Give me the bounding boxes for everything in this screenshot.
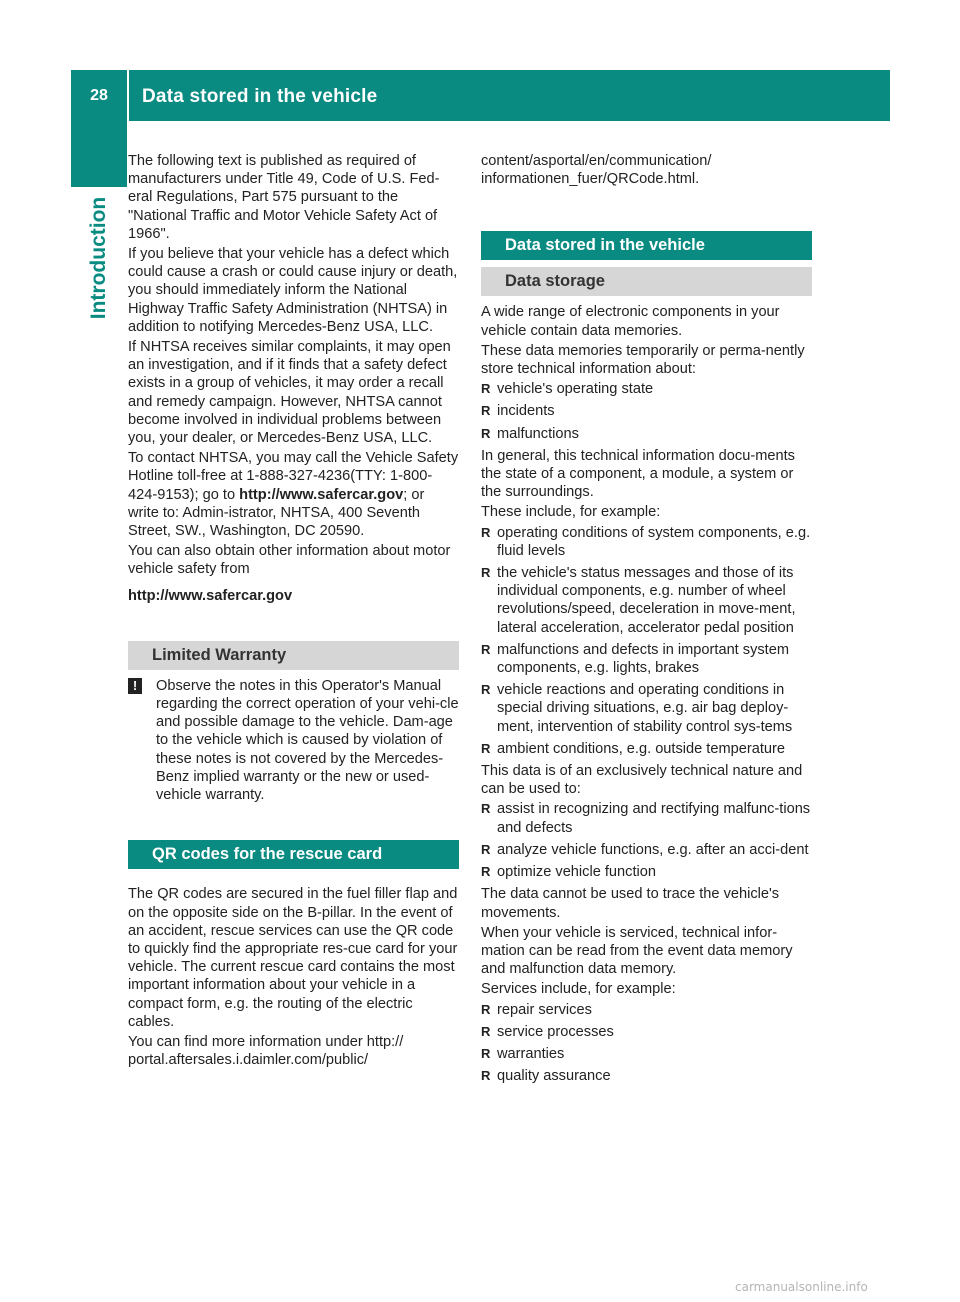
section-heading-limited-warranty: Limited Warranty: [128, 641, 459, 670]
paragraph: [128, 587, 459, 605]
paragraph: The data cannot be used to trace the vehicle's movements.: [481, 886, 780, 921]
paragraph: If you believe that your vehicle has a defect which could cause a crash or could cause injury or death, you should immediately inform the National Highway Traffic Safety Administration (NHTSA) in addition to notifying Mercedes-Benz USA, LLC.: [128, 246, 458, 335]
paragraph: These data memories temporarily or perma-nently store technical information about:: [481, 342, 805, 378]
list-item: R malfunctions: [481, 425, 812, 443]
right-column: [481, 152, 812, 1089]
paragraph: A wide range of electronic components in your vehicle contain data memories.: [481, 304, 780, 339]
bullet-list: [481, 800, 812, 881]
paragraph: The following text is published as required of manufacturers under Title 49, Code of U.S. Fed-eral Regulations, Part 575 pursuant to the "National Traffic and Motor Vehicle Safety Act of 1966".: [128, 153, 440, 242]
left-column: [128, 152, 459, 1071]
text: To contact NHTSA, you may call the Vehicle Safety Hotline toll-free at 1-888-327-4236(TTY: 1-800-424-9153); go to: [128, 450, 459, 503]
side-tab-block: [71, 121, 127, 187]
paragraph: content/asportal/en/communication/ informationen_fuer/QRCode.html.: [481, 153, 712, 188]
page-header: [71, 70, 890, 121]
watermark: carmanualsonline.info: [735, 1280, 868, 1294]
list-item: R warranties: [481, 1045, 812, 1063]
safercar-link[interactable]: http://www.safercar.gov: [239, 486, 404, 503]
list-item: R the vehicle's status messages and those of its individual components, e.g. number of wheel revolutions/speed, deceleration in move-ment, lateral acceleration, accelerator pedal position: [481, 564, 812, 637]
list-item: R optimize vehicle function: [481, 863, 812, 881]
paragraph: You can find more information under http:// portal.aftersales.i.daimler.com/public/: [128, 1033, 404, 1069]
header-divider: [127, 70, 129, 121]
list-item: R analyze vehicle functions, e.g. after an acci-dent: [481, 841, 812, 859]
section-heading-data-stored: Data stored in the vehicle: [481, 231, 812, 260]
safercar-link[interactable]: http://www.safercar.gov: [128, 587, 293, 604]
page-title: Data stored in the vehicle: [142, 86, 378, 107]
side-section-label: Introduction: [87, 196, 110, 320]
list-item: R repair services: [481, 1001, 812, 1019]
list-item: R assist in recognizing and rectifying malfunc-tions and defects: [481, 800, 812, 836]
bullet-list: [481, 524, 812, 758]
list-item: R ambient conditions, e.g. outside temperature: [481, 740, 812, 758]
paragraph: When your vehicle is serviced, technical infor-mation can be read from the event data memory and malfunction data memory.: [481, 924, 793, 978]
paragraph: This data is of an exclusively technical nature and can be used to:: [481, 763, 803, 798]
paragraph: The QR codes are secured in the fuel filler flap and on the opposite side on the B-pillar. In the event of an accident, rescue services can use the QR code to quickly find the appropriate res-cue card for your vehicle. The current rescue card contains the most important information about your vehicle in a compact form, e.g. the routing of the electric cables.: [128, 886, 458, 1030]
paragraph: In general, this technical information docu-ments the state of a component, a module, a system or the surroundings.: [481, 447, 795, 501]
list-item: R malfunctions and defects in important system components, e.g. lights, brakes: [481, 641, 812, 677]
paragraph: Services include, for example:: [481, 981, 676, 998]
list-item: R quality assurance: [481, 1067, 812, 1085]
bullet-list: [481, 1001, 812, 1086]
list-item: R service processes: [481, 1023, 812, 1041]
section-heading-qr-codes: QR codes for the rescue card: [128, 840, 459, 869]
list-item: R vehicle reactions and operating conditions in special driving situations, e.g. air bag deploy-ment, intervention of stability control sys-tems: [481, 681, 812, 736]
paragraph: If NHTSA receives similar complaints, it may open an investigation, and if it finds that a safety defect exists in a group of vehicles, it may order a recall and remedy campaign. However, NHTSA cannot become involved in individual problems between you, your dealer, or Mercedes-Benz USA, LLC.: [128, 339, 451, 447]
paragraph: These include, for example:: [481, 504, 661, 521]
text: ; or write to: Admin-istrator, NHTSA, 400 Seventh Street, SW., Washington, DC 20590.: [128, 486, 425, 540]
warranty-text: Observe the notes in this Operator's Manual regarding the correct operation of your vehi-cle and possible damage to the vehicle. Dam-age to the vehicle which is caused by violation of these notes is not covered by the Mercedes-Benz implied warranty or the new or used-vehicle warranty.: [156, 677, 459, 804]
list-item: R incidents: [481, 402, 812, 420]
warranty-note: [128, 677, 459, 804]
bullet-list: [481, 380, 812, 443]
subsection-heading-data-storage: Data storage: [481, 267, 812, 296]
paragraph: [128, 449, 459, 540]
warning-icon: !: [128, 678, 142, 694]
list-item: R vehicle's operating state: [481, 380, 812, 398]
paragraph: You can also obtain other information about motor vehicle safety from: [128, 543, 451, 578]
page-number: 28: [90, 86, 108, 104]
list-item: R operating conditions of system components, e.g. fluid levels: [481, 524, 812, 560]
